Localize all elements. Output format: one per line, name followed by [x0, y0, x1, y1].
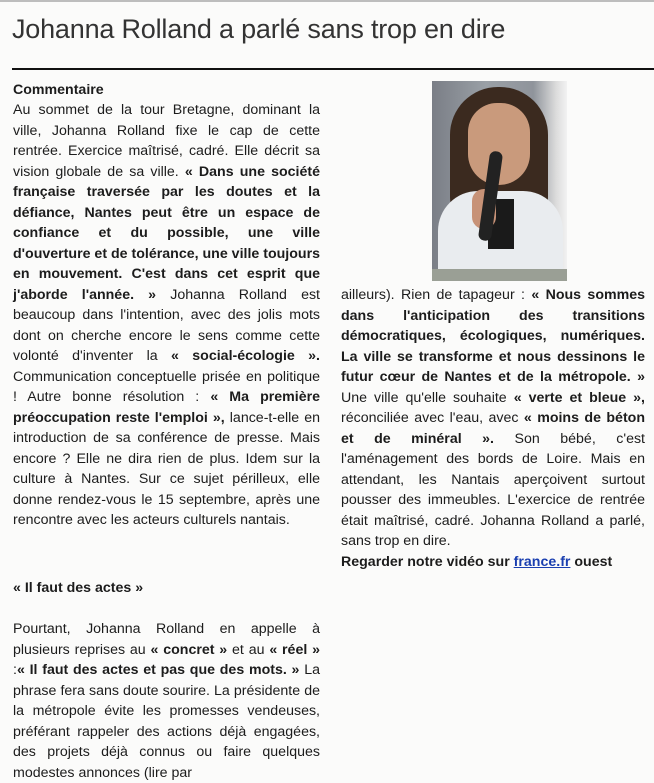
quote: « Dans une société française traversée par les doutes et la défiance, Nantes peut être un espace de confiance et du possible, une ville d'ouverture et de tolérance, une ville toujours en mouvement. C'est dans cet esprit que j'aborde l'année. » [13, 163, 320, 303]
article-right-column [341, 285, 645, 572]
article-title: Johanna Rolland a parlé sans trop en dire [12, 14, 506, 44]
article-photo [432, 81, 567, 281]
quote: « Il faut des actes et pas que des mots. » [16, 662, 300, 678]
paragraph-intro [13, 100, 320, 531]
quote: « social-écologie ». [171, 348, 320, 364]
text: Johanna Rolland est beaucoup dans l'intention, avec des jolis mots dont on cherche encore le sens comme cette volonté d'inventer la [13, 286, 320, 364]
text: Son bébé, c'est l'aménagement des bords de Loire. Mais en attendant, les Nantais aperçoivent surtout pousser des immeubles. L'exercice de rentrée était maîtrisé, cadré. Johanna Rolland a parlé, sans trop en dire. [341, 430, 645, 549]
title-divider [12, 68, 654, 70]
quote: « réel » [269, 641, 320, 658]
text: Au sommet de la tour Bretagne, dominant la ville, Johanna Rolland fixe le cap de cette rentrée. Exercice maîtrisé, cadré. Elle décrit sa vision globale de sa ville. [13, 102, 320, 180]
paragraph-actes [13, 619, 320, 783]
section-label: Commentaire [13, 82, 104, 98]
text: La phrase fera sans doute sourire. La présidente de la métropole évite les promesses vendeuses, préférant rappeler des actions déjà engagées, des projets déjà connus ou faire quelques modestes annonces (lire par [13, 662, 320, 781]
text: Une ville qu'elle souhaite [341, 389, 514, 406]
cta-suffix: ouest [570, 553, 613, 570]
quote: « Ma première préoccupation reste l'emploi », [13, 389, 321, 426]
cta-prefix: Regarder notre vidéo sur [341, 553, 514, 570]
paragraph-continued [341, 285, 645, 552]
top-border [0, 0, 654, 2]
text: Pourtant, Johanna Rolland en appelle à plusieurs reprises au [13, 621, 320, 658]
article-left-column [13, 80, 320, 783]
text: ailleurs). Rien de tapageur : [341, 287, 532, 303]
text: lance-t-elle en introduction de sa conférence de presse. Mais encore ? Elle ne dira rien de plus. Idem sur la culture à Nantes. Sur ce sujet périlleux, elle donne rendez-vous le 15 septembre, après une rencontre avec les acteurs culturels nantais. [13, 409, 321, 528]
quote: « moins de béton et de minéral ». [341, 410, 645, 447]
quote: « concret » [150, 641, 228, 658]
photo-desk [432, 269, 567, 281]
subheading: « Il faut des actes » [13, 579, 144, 596]
text: réconciliée avec l'eau, avec [341, 410, 524, 426]
video-link[interactable]: france.fr [513, 553, 571, 570]
quote: « verte et bleue », [513, 389, 645, 406]
text: Communication conceptuelle prisée en politique ! Autre bonne résolution : [13, 368, 320, 405]
text: : [13, 662, 17, 678]
quote: « Nous sommes dans l'anticipation des transitions démocratiques, écologiques, numériques. La ville se transforme et nous dessinons le futur cœur de Nantes et de la métropole. » [341, 287, 645, 385]
video-cta [341, 552, 645, 573]
text: et au [227, 641, 270, 658]
